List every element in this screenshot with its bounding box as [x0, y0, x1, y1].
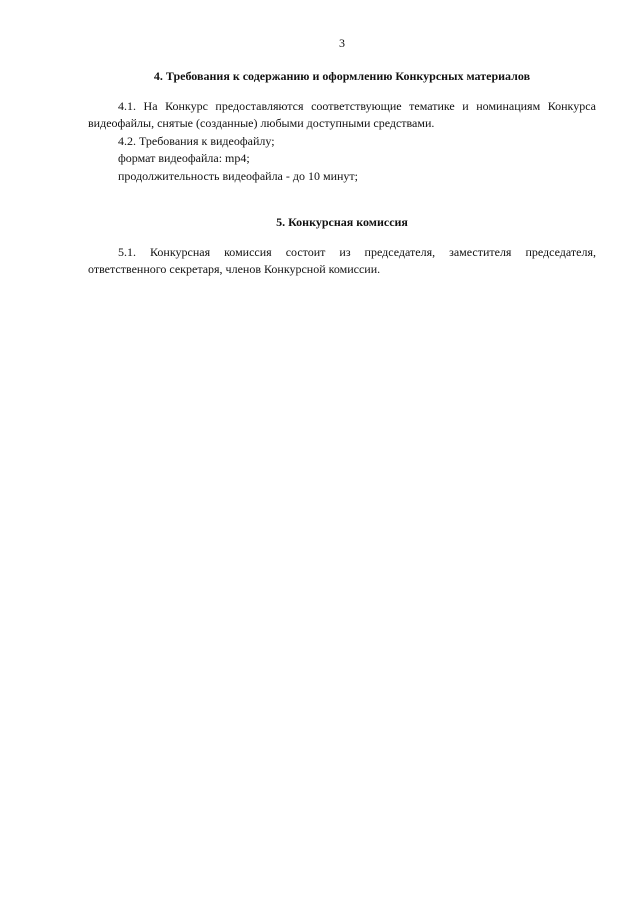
- section-5-body: [88, 244, 596, 279]
- section-4-heading: 4. Требования к содержанию и оформлению Конкурсных материалов: [153, 69, 531, 83]
- paragraph: формат видеофайла: mp4;: [118, 151, 250, 166]
- paragraph: 4.1. На Конкурс предоставляются соответствующие тематике и номинациям Конкурса видеофайлы, снятые (созданные) любыми доступными средствами.: [88, 99, 596, 131]
- paragraph: 4.2. Требования к видеофайлу;: [118, 133, 275, 148]
- paragraph: продолжительность видеофайла - до 10 минут;: [118, 168, 358, 183]
- section-4-body: [88, 98, 596, 185]
- paragraph: 5.1. Конкурсная комиссия состоит из председателя, заместителя председателя, ответственного секретаря, членов Конкурсной комиссии.: [88, 244, 596, 277]
- section-5-heading: 5. Конкурсная комиссия: [276, 214, 408, 229]
- page-number: 3: [339, 36, 345, 50]
